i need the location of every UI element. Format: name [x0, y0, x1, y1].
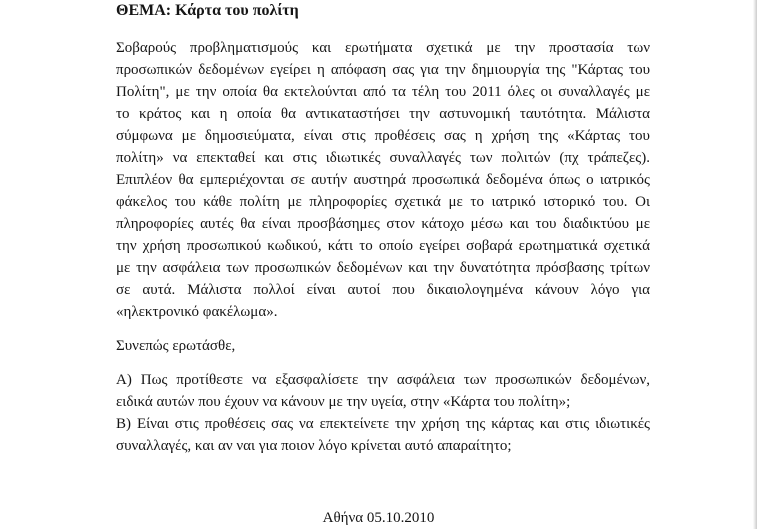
scan-edge	[753, 0, 757, 529]
paragraph-line: Πολίτη", με την οποία θα εκτελούνται από τα τέλη του 2011 όλες οι συναλλαγές με	[116, 84, 650, 100]
paragraph-line: σύμφωνα με δημοσιεύματα, είναι στις προθέσεις σας η χρήση της «Κάρτας του	[116, 128, 650, 144]
paragraph-line: την χρήση προσωπικού κωδικού, κάτι το οποίο εγείρει σοβαρά ερωτηματικά σχετικά	[116, 238, 650, 254]
paragraph-line: το κράτος και η οποία θα αντικαταστήσει την αστυνομική ταυτότητα. Μάλιστα	[116, 106, 650, 122]
question-line: Β) Είναι στις προθέσεις σας να επεκτείνετε την χρήση της κάρτας και στις ιδιωτικές	[116, 416, 650, 432]
questions-list	[116, 369, 650, 457]
paragraph-line: Σοβαρούς προβληματισμούς και ερωτήματα σχετικά με την προστασία των	[116, 40, 650, 56]
question-line: ειδικά αυτών που έχουν να κάνουν με την υγεία, στην «Κάρτα του πολίτη»;	[116, 394, 571, 410]
paragraph-line: προσωπικών δεδομένων εγείρει η απόφαση σας για την δημιουργία της "Κάρτας του	[116, 62, 650, 78]
document-subject: ΘΕΜΑ: Κάρτα του πολίτη	[116, 2, 299, 19]
date-line: Αθήνα 05.10.2010	[322, 510, 435, 526]
paragraph-line: πολίτη» να επεκταθεί και στις ιδιωτικές συναλλαγές των πολιτών (πχ τράπεζες).	[116, 150, 650, 166]
paragraph-line: πληροφορίες αυτές θα είναι προσβάσημες στον κάτοχο μέσω και του διαδικτύου με	[116, 216, 650, 232]
paragraph-line: με την ασφάλεια των προσωπικών δεδομένων και την δυνατότητα πρόσβασης τρίτων	[116, 260, 650, 276]
closing-question-block	[116, 335, 650, 357]
closing-question: Συνεπώς ερωτάσθε,	[116, 338, 236, 354]
body-paragraph	[116, 37, 650, 323]
question-line: συναλλαγές, και αν ναι για ποιον λόγο κρίνεται αυτό απαραίτητο;	[116, 438, 512, 454]
paragraph-line: Επιπλέον θα εμπεριέχονται σε αυτήν αυστηρά προσωπικά δεδομένα όπως ο ιατρικός	[116, 172, 650, 188]
paragraph-line: φάκελος του κάθε πολίτη με πληροφορίες σχετικά με το ιατρικό ιστορικό του. Οι	[116, 194, 650, 210]
paragraph-line: «ηλεκτρονικό φακέλωμα».	[116, 304, 278, 320]
paragraph-line: σε αυτά. Μάλιστα πολλοί είναι αυτοί που δικαιολογημένα κάνουν λόγο για	[116, 282, 650, 298]
question-line: Α) Πως προτίθεστε να εξασφαλίσετε την ασφάλεια των προσωπικών δεδομένων,	[116, 372, 650, 388]
